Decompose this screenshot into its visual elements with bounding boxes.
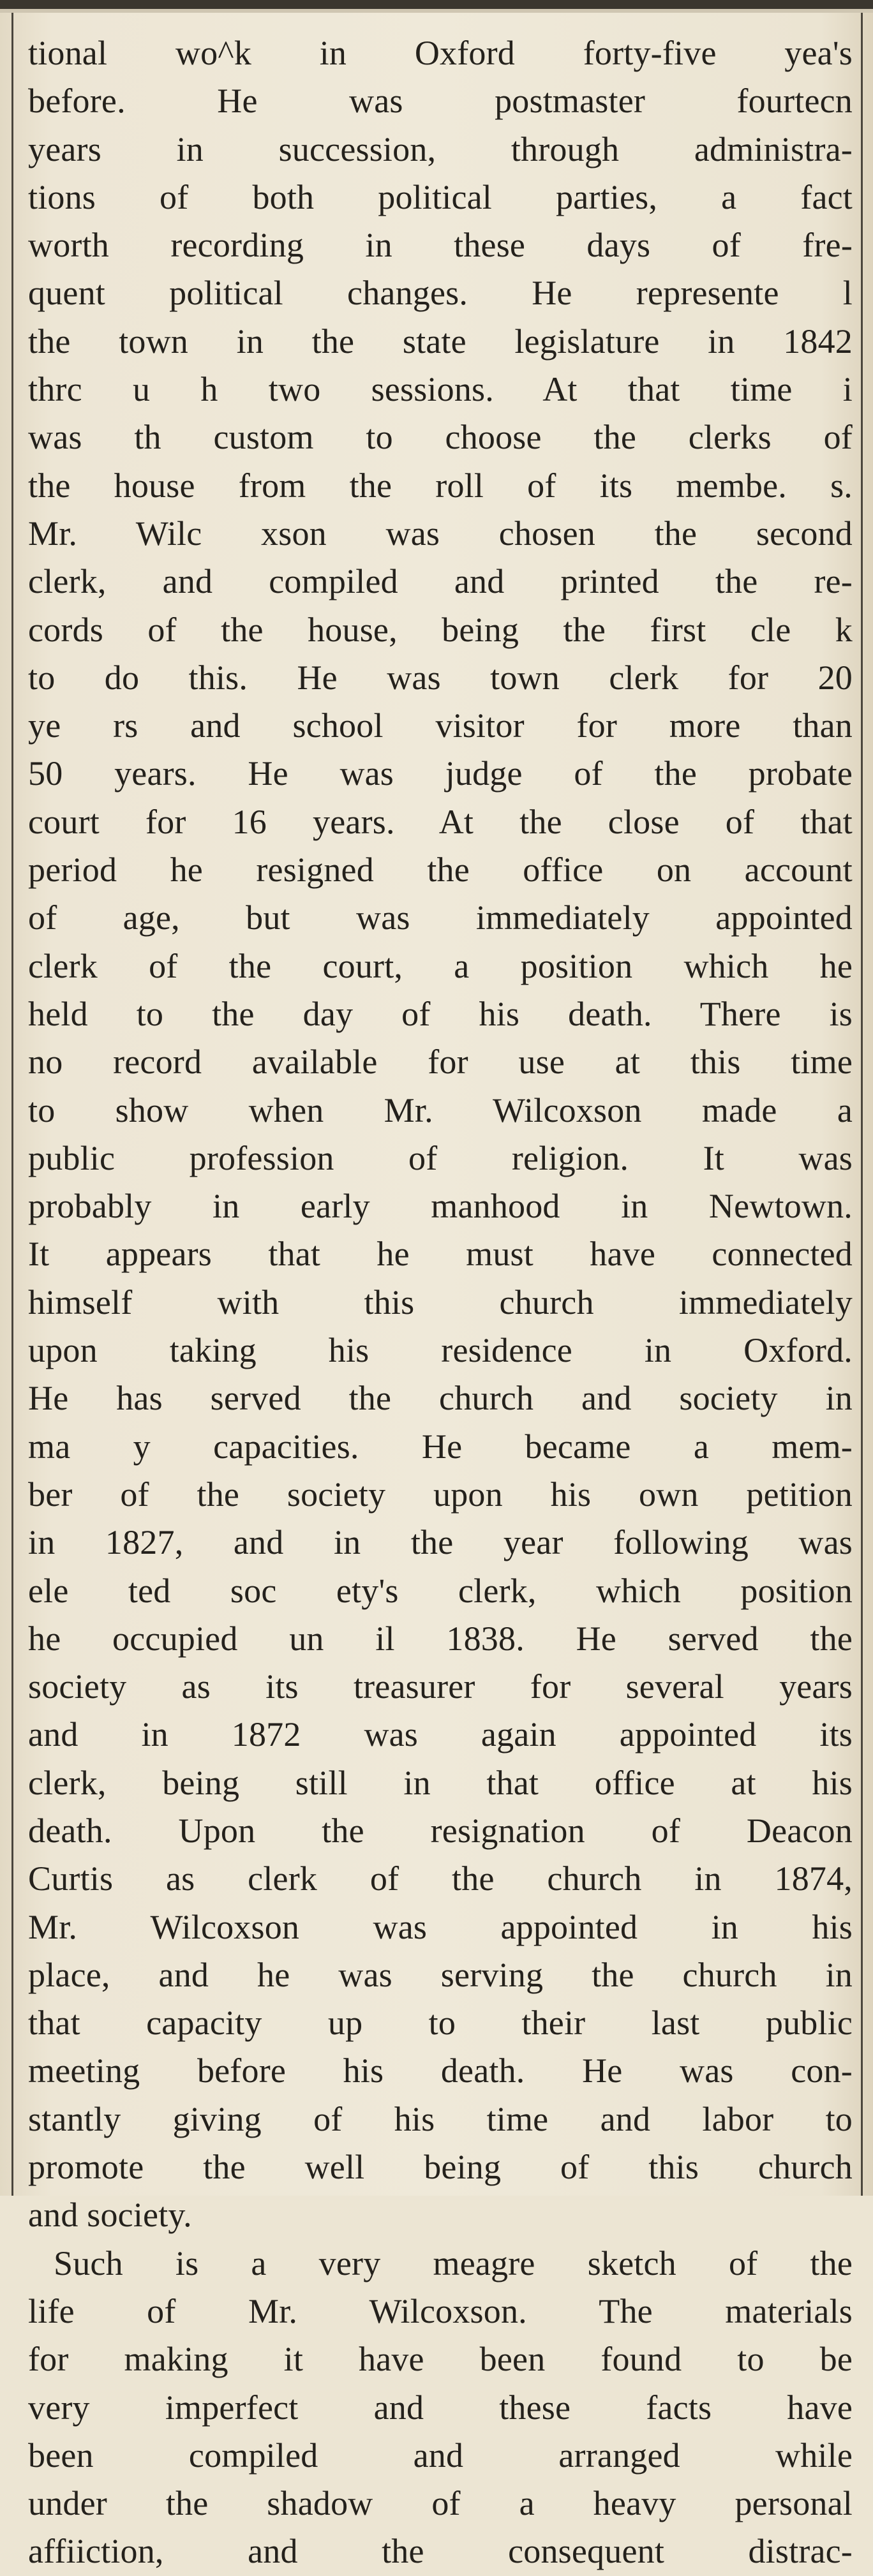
column-rule-right: [861, 13, 863, 2196]
text-line: and in 1872 was again appointed its: [28, 1715, 853, 1754]
text-line: clerk, and compiled and printed the re-: [28, 562, 853, 601]
text-line: Curtis as clerk of the church in 1874,: [28, 1859, 853, 1898]
text-line: Mr. Wilcoxson was appointed in his: [28, 1907, 853, 1946]
top-rule-shadow: [0, 9, 873, 13]
text-line: very imperfect and these facts have: [28, 2388, 853, 2427]
text-line: quent political changes. He represente l: [28, 274, 853, 313]
text-line: ele ted soc ety's clerk, which position: [28, 1571, 853, 1610]
text-line: cords of the house, being the first cle k: [28, 610, 853, 649]
text-line: place, and he was serving the church in: [28, 1955, 853, 1994]
text-line: stantly giving of his time and labor to: [28, 2099, 853, 2138]
text-line: himself with this church immediately: [28, 1283, 853, 1322]
text-line: affiiction, and the consequent distrac-: [28, 2532, 853, 2571]
article-column: [28, 29, 853, 2571]
text-line: promote the well being of this church: [28, 2148, 853, 2187]
text-line: public profession of religion. It was: [28, 1138, 853, 1177]
top-rule: [0, 0, 873, 9]
text-line: worth recording in these days of fre-: [28, 226, 853, 265]
text-line: It appears that he must have connected: [28, 1235, 853, 1274]
text-line: court for 16 years. At the close of that: [28, 802, 853, 841]
text-line: thrc u h two sessions. At that time i: [28, 370, 853, 409]
paragraph-1: [28, 29, 853, 2240]
text-line: under the shadow of a heavy personal: [28, 2484, 853, 2523]
paragraph-2: [28, 2240, 853, 2576]
text-line: for making it have been found to be: [28, 2340, 853, 2379]
text-line: to do this. He was town clerk for 20: [28, 658, 853, 697]
text-line: been compiled and arranged while: [28, 2436, 853, 2475]
text-line: 50 years. He was judge of the probate: [28, 754, 853, 793]
text-line: clerk of the court, a position which he: [28, 946, 853, 985]
text-line: years in succession, through administra-: [28, 130, 853, 168]
text-line: probably in early manhood in Newtown.: [28, 1187, 853, 1226]
text-line: and society.: [28, 2196, 192, 2235]
text-line: tional wo^k in Oxford forty-five yea's: [28, 34, 853, 72]
text-line: death. Upon the resignation of Deacon: [28, 1811, 853, 1850]
text-line: of age, but was immediately appointed: [28, 898, 853, 937]
text-line: period he resigned the office on account: [28, 851, 853, 890]
text-line: that capacity up to their last public: [28, 2004, 853, 2043]
text-line: to show when Mr. Wilcoxson made a: [28, 1091, 853, 1129]
text-line: no record available for use at this time: [28, 1043, 853, 1082]
text-line: before. He was postmaster fourtecn: [28, 82, 853, 121]
text-line: ye rs and school visitor for more than: [28, 706, 853, 745]
text-line: Mr. Wilc xson was chosen the second: [28, 514, 853, 553]
text-line: tions of both political parties, a fact: [28, 177, 853, 216]
text-line: ber of the society upon his own petition: [28, 1475, 853, 1514]
text-line: society as its treasurer for several years: [28, 1667, 853, 1706]
text-line: life of Mr. Wilcoxson. The materials: [28, 2291, 853, 2330]
text-line: Such is a very meagre sketch of the: [54, 2244, 853, 2282]
text-line: the town in the state legislature in 1842: [28, 322, 853, 361]
text-line: the house from the roll of its membe. s.: [28, 466, 853, 505]
text-line: clerk, being still in that office at his: [28, 1763, 853, 1802]
text-line: meeting before his death. He was con-: [28, 2051, 853, 2090]
text-line: held to the day of his death. There is: [28, 994, 853, 1033]
text-line: in 1827, and in the year following was: [28, 1523, 853, 1562]
text-line: He has served the church and society in: [28, 1379, 853, 1418]
column-rule-left: [11, 13, 13, 2196]
text-line: upon taking his residence in Oxford.: [28, 1331, 853, 1370]
text-line: he occupied un il 1838. He served the: [28, 1619, 853, 1658]
text-line: was th custom to choose the clerks of: [28, 418, 853, 457]
text-line: ma y capacities. He became a mem-: [28, 1427, 853, 1466]
